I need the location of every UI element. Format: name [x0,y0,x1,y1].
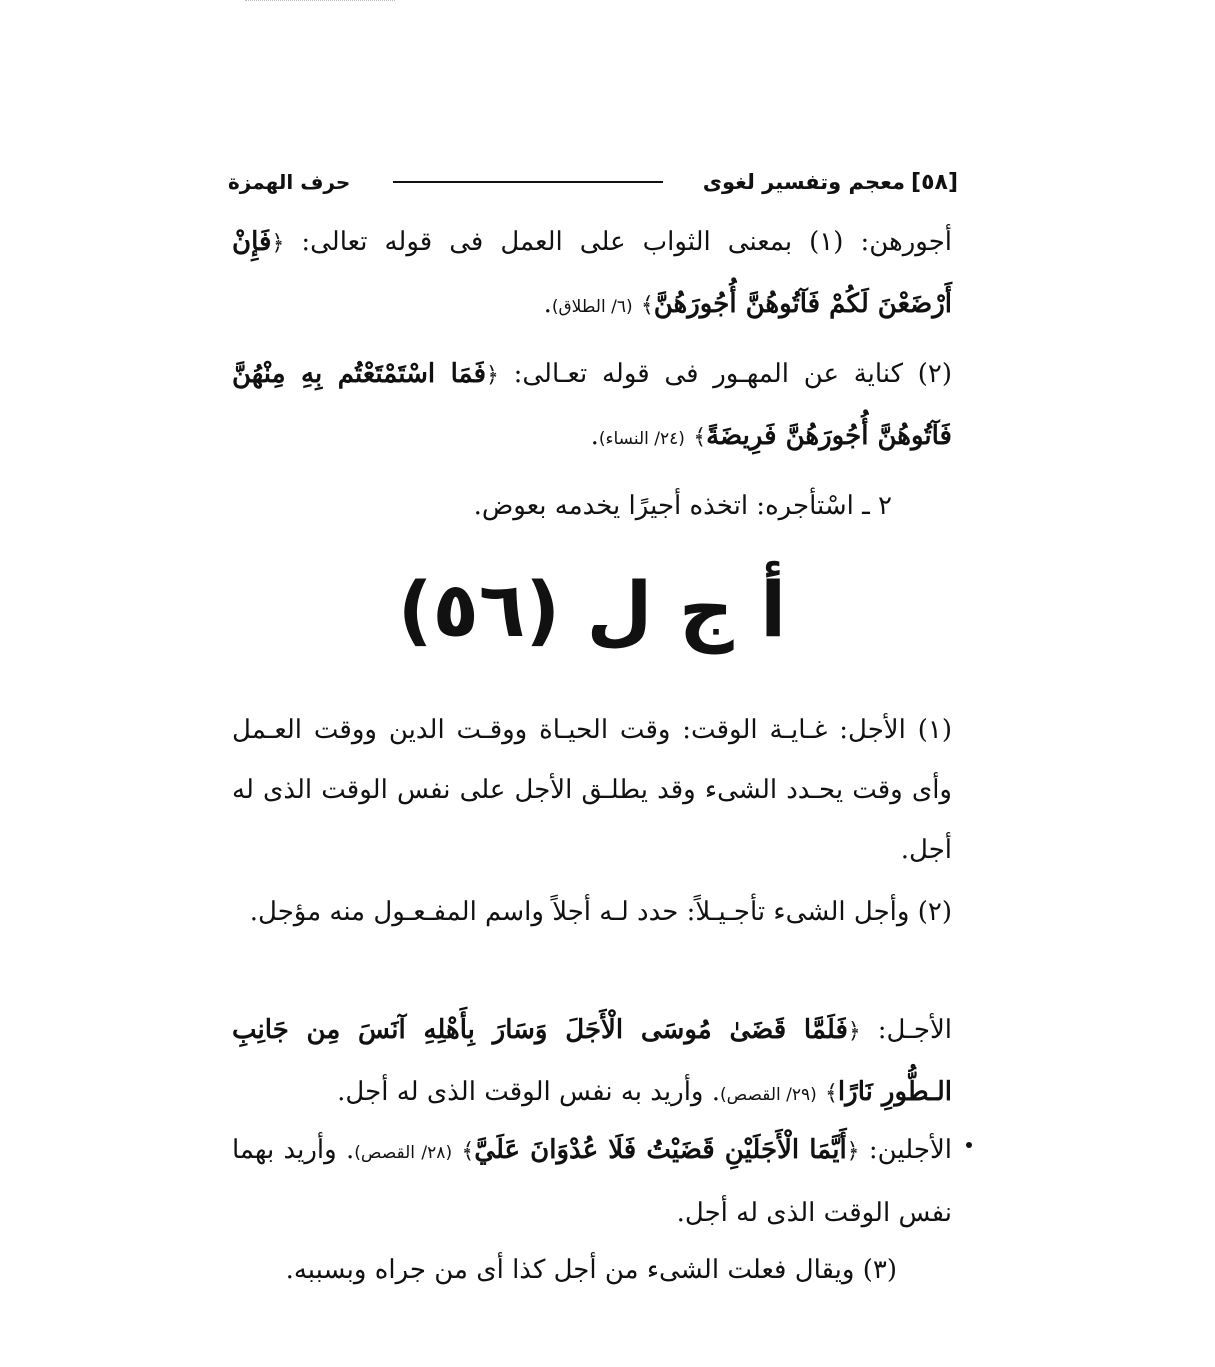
verse-reference: (٢٨/ القصص) [354,1143,453,1163]
verse-reference: (٢٩/ القصص) [720,1085,817,1105]
book-title: معجم وتفسير لغوى [702,170,906,194]
paragraph-tail: . وأريد به نفس الوقت الذى له أجل. [337,1077,721,1107]
quran-open-bracket: ﴿ [486,363,499,388]
quran-open-bracket: ﴿ [271,231,285,256]
paragraph-text: ٢ ـ اسْتأجره: اتخذه أجيرًا يخدمه بعوض. [473,491,892,521]
paragraph-tail: . وأريد بهما نفس الوقت الذى له أجل. [232,1135,952,1228]
paragraph-ajal-1 [232,700,952,880]
paragraph-ajurahunna-2 [232,344,952,469]
scan-artifact [245,0,395,5]
entry-heading: أ ج ل (٥٦) [397,565,787,654]
header-rule [393,181,663,183]
paragraph-text: (٢) كناية عن المهـور فى قوله تعـالى: [498,359,952,389]
paragraph-text: (٣) ويقال فعلت الشىء من أجل كذا أى من جراه وبسببه. [285,1255,897,1285]
verse-reference: (٦/ الطلاق) [551,297,633,317]
paragraph-tail: . [590,421,599,451]
paragraph-text: الأجلين: [859,1135,952,1165]
paragraph-ajal-2 [232,882,952,942]
paragraph-istajarahu [232,476,952,536]
page-number: [٥٨] [911,169,958,195]
quran-close-bracket: ﴾ [825,1081,838,1106]
quran-verse: فَإِنْ أَرْضَعْنَ لَكُمْ فَآتُوهُنَّ أُجُورَهُنَّ [232,227,952,319]
quran-open-bracket: ﴿ [847,1019,861,1044]
verse-reference: (٢٤/ النساء) [598,429,685,449]
paragraph-ajal-3 [232,1240,952,1300]
paragraph-ajalayn [232,1120,952,1243]
section-title: حرف الهمزة [228,170,351,194]
paragraph-text: (٢) وأجل الشىء تأجـيـلاً: حدد لـه أجلاً واسم المفـعـول منه مؤجل. [249,897,952,927]
paragraph-text: أجورهن: (١) بمعنى الثواب على العمل فى قوله تعالى: [284,227,952,257]
quran-open-bracket: ﴿ [846,1139,860,1164]
paragraph-tail: . [543,289,552,319]
paragraph-ajurahunna-1 [232,212,952,337]
quran-close-bracket: ﴾ [693,425,707,450]
paragraph-text: (١) الأجل: غـايـة الوقت: وقت الحيـاة ووقـت الدين ووقت العـمل وأى وقت يحـدد الشىء وقد يطلـق الأجل على نفس الوقت الذى له أجل. [232,715,952,865]
quran-verse: فَلَمَّا قَضَىٰ مُوسَى الْأَجَلَ وَسَارَ بِأَهْلِهِ آنَسَ مِن جَانِبِ الـطُّورِ نَارًا [232,1015,952,1107]
paragraph-text: الأجـل: [860,1015,952,1045]
quran-verse: فَمَا اسْتَمْتَعْتُم بِهِ مِنْهُنَّ فَآتُوهُنَّ أُجُورَهُنَّ فَرِيضَةً [232,359,952,451]
paragraph-ajal-quran-1 [232,1000,952,1125]
quran-close-bracket: ﴾ [461,1139,475,1164]
stray-dot [966,1142,972,1148]
running-header [228,162,958,202]
quran-verse: أَيَّمَا الْأَجَلَيْنِ قَضَيْتُ فَلَا عُدْوَانَ عَلَيَّ [474,1135,847,1165]
quran-close-bracket: ﴾ [640,293,654,318]
